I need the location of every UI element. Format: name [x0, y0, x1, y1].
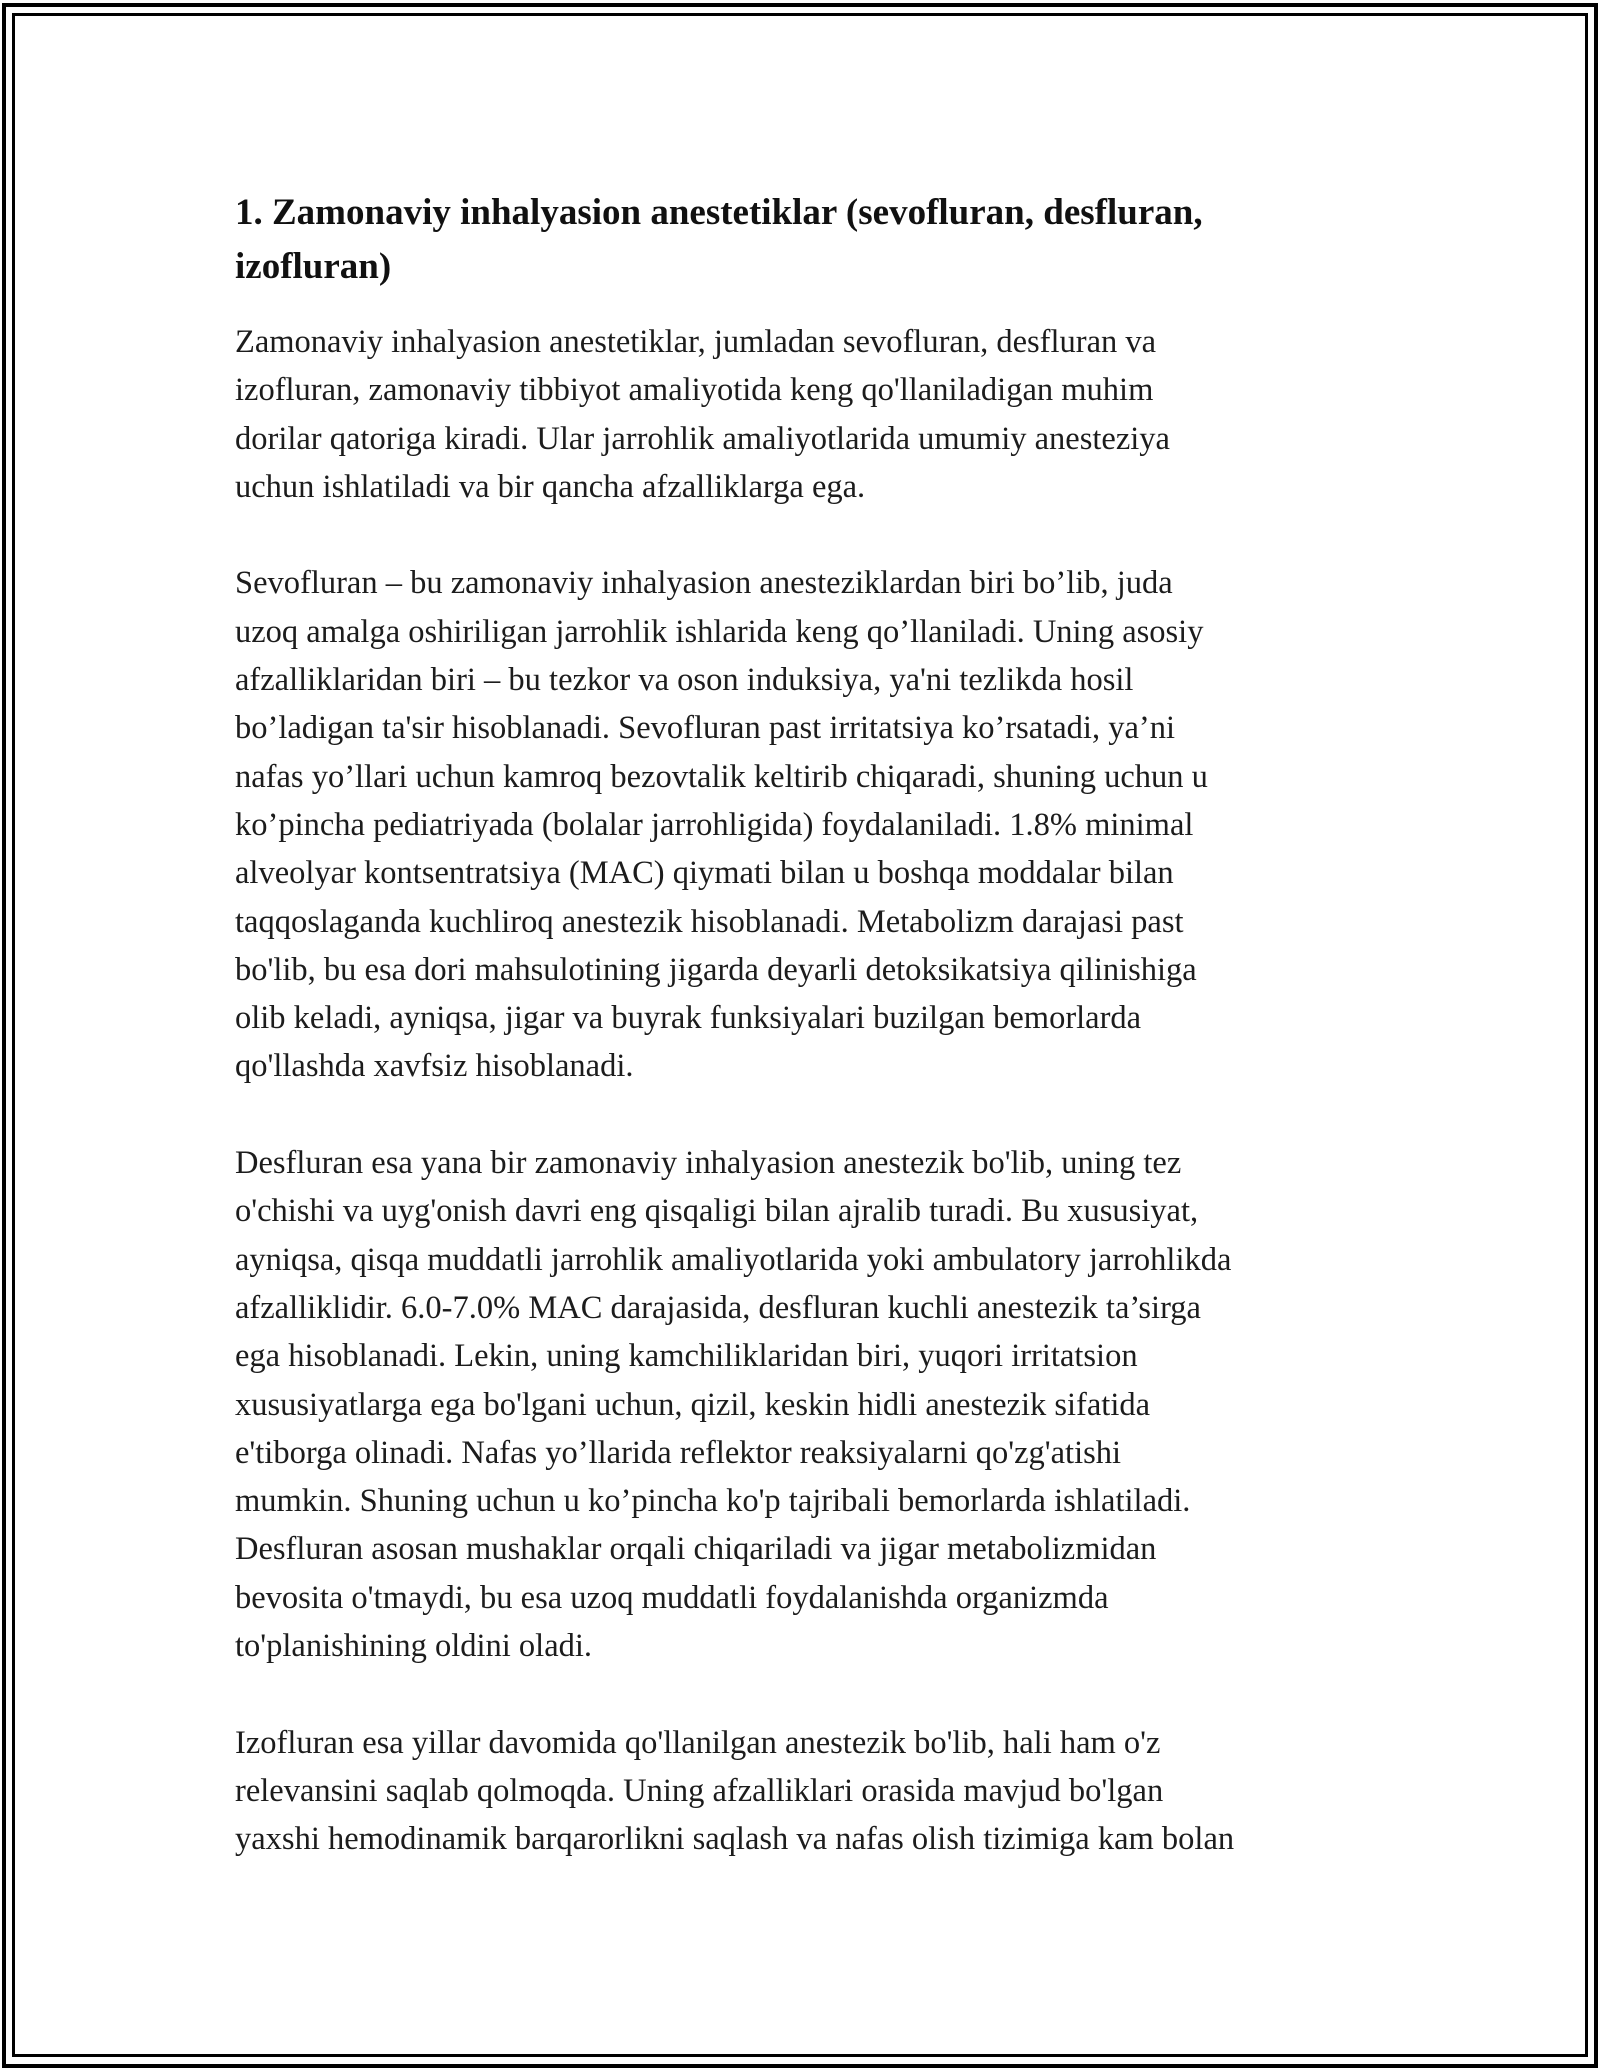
text-line: Desfluran esa yana bir zamonaviy inhalyasion anestezik bo'lib, uning tez [235, 1145, 1182, 1182]
text-line: yaxshi hemodinamik barqarorlikni saqlash va nafas olish tizimiga kam bolan [235, 1821, 1235, 1858]
paragraph-izofluran [235, 1719, 1395, 1864]
text-line: ko’pincha pediatriyada (bolalar jarrohligida) foydalaniladi. 1.8% minimal [235, 806, 1194, 843]
text-line: izofluran, zamonaviy tibbiyot amaliyotida keng qo'llaniladigan muhim [235, 372, 1154, 409]
text-line: mumkin. Shuning uchun u ko’pincha ko'p tajribali bemorlarda ishlatiladi. [235, 1483, 1191, 1520]
text-line: o'chishi va uyg'onish davri eng qisqaligi bilan ajralib turadi. Bu xususiyat, [235, 1193, 1199, 1230]
text-line: bevosita o'tmaydi, bu esa uzoq muddatli foydalanishda organizmda [235, 1579, 1109, 1616]
text-line: afzalliklaridan biri – bu tezkor va oson induksiya, ya'ni tezlikda hosil [235, 662, 1134, 699]
text-line: ega hisoblanadi. Lekin, uning kamchiliklaridan biri, yuqori irritatsion [235, 1338, 1138, 1375]
document-body [235, 186, 1395, 1912]
text-line: Sevofluran – bu zamonaviy inhalyasion anesteziklardan biri bo’lib, juda [235, 565, 1173, 602]
heading-line: izofluran) [235, 246, 392, 287]
text-line: xususiyatlarga ega bo'lgani uchun, qizil, keskin hidli anestezik sifatida [235, 1386, 1151, 1423]
text-line: to'planishining oldini oladi. [235, 1628, 593, 1665]
text-line: e'tiborga olinadi. Nafas yo’llarida reflektor reaksiyalarni qo'zg'atishi [235, 1434, 1122, 1471]
text-line: bo'lib, bu esa dori mahsulotining jigarda deyarli detoksikatsiya qilinishiga [235, 951, 1197, 988]
text-line: dorilar qatoriga kiradi. Ular jarrohlik amaliyotlarida umumiy anesteziya [235, 420, 1170, 457]
section-heading [235, 186, 1395, 294]
text-line: ayniqsa, qisqa muddatli jarrohlik amaliyotlarida yoki ambulatory jarrohlikda [235, 1241, 1232, 1278]
text-line: alveolyar kontsentratsiya (MAC) qiymati bilan u boshqa moddalar bilan [235, 855, 1174, 892]
text-line: uchun ishlatiladi va bir qancha afzalliklarga ega. [235, 468, 866, 505]
text-line: nafas yo’llari uchun kamroq bezovtalik keltirib chiqaradi, shuning uchun u [235, 758, 1208, 795]
text-line: qo'llashda xavfsiz hisoblanadi. [235, 1048, 634, 1085]
paragraph-desfluran [235, 1139, 1395, 1670]
text-line: afzalliklidir. 6.0-7.0% MAC darajasida, desfluran kuchli anestezik ta’sirga [235, 1289, 1201, 1326]
heading-line: 1. Zamonaviy inhalyasion anestetiklar (sevofluran, desfluran, [235, 192, 1203, 233]
text-line: bo’ladigan ta'sir hisoblanadi. Sevofluran past irritatsiya ko’rsatadi, ya’ni [235, 710, 1175, 747]
text-line: Desfluran asosan mushaklar orqali chiqariladi va jigar metabolizmidan [235, 1531, 1157, 1568]
text-line: relevansini saqlab qolmoqda. Uning afzalliklari orasida mavjud bo'lgan [235, 1772, 1164, 1809]
text-line: uzoq amalga oshiriligan jarrohlik ishlarida keng qo’llaniladi. Uning asosiy [235, 613, 1204, 650]
text-line: olib keladi, ayniqsa, jigar va buyrak funksiyalari buzilgan bemorlarda [235, 1000, 1142, 1037]
paragraph-intro [235, 318, 1395, 511]
text-line: taqqoslaganda kuchliroq anestezik hisoblanadi. Metabolizm darajasi past [235, 903, 1184, 940]
text-line: Zamonaviy inhalyasion anestetiklar, jumladan sevofluran, desfluran va [235, 324, 1157, 360]
text-line: Izofluran esa yillar davomida qo'llanilgan anestezik bo'lib, hali ham o'z [235, 1724, 1161, 1761]
paragraph-sevofluran [235, 559, 1395, 1090]
